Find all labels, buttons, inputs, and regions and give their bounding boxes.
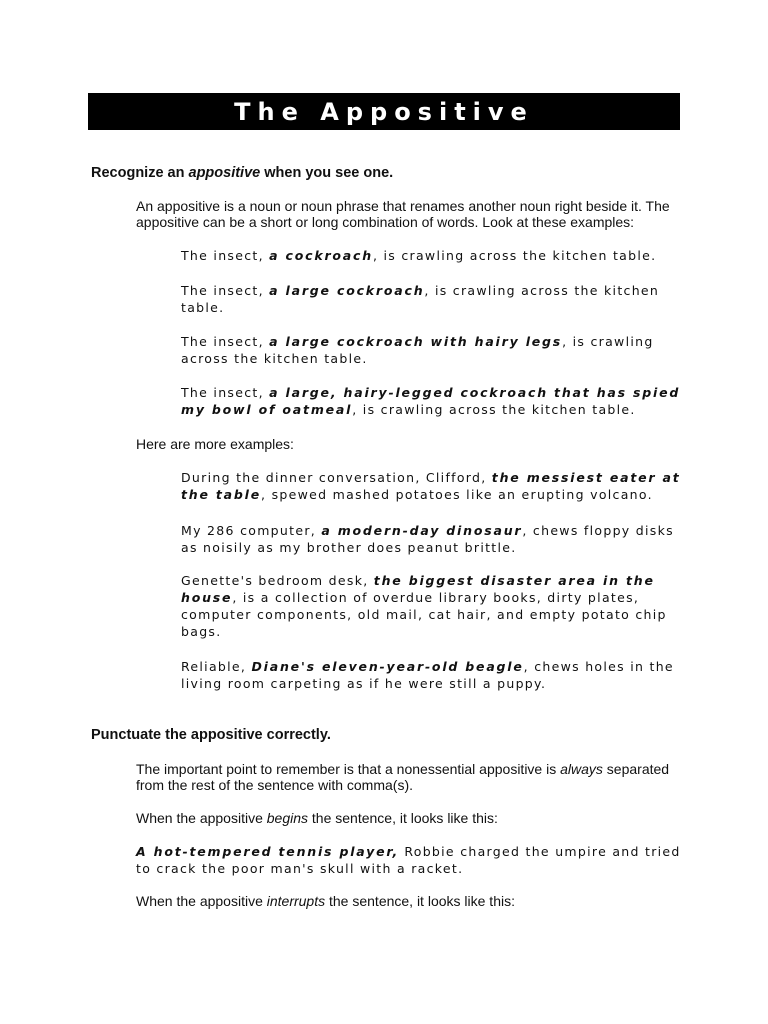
- appositive-phrase: a modern-day dinosaur: [321, 523, 523, 538]
- begins-paragraph: When the appositive begins the sentence, it looks like this:: [136, 810, 498, 826]
- emphasis: always: [560, 761, 603, 777]
- appositive-phrase: a cockroach: [269, 248, 373, 263]
- heading-text: Recognize an: [91, 165, 189, 181]
- section-heading-recognize: [91, 165, 393, 181]
- more-examples-label: Here are more examples:: [136, 436, 294, 452]
- page-title: The Appositive: [88, 93, 680, 130]
- example-sentence: My 286 computer, a modern-day dinosaur, chews floppy disks as noisily as my brother does peanut brittle.: [181, 523, 674, 555]
- example-sentence: A hot-tempered tennis player, Robbie charged the umpire and tried to crack the poor man's skull with a racket.: [136, 844, 681, 876]
- emphasis: interrupts: [266, 893, 326, 909]
- appositive-phrase: a large, hairy-legged cockroach that has spied my bowl of oatmeal: [181, 385, 681, 417]
- appositive-phrase: Diane's eleven-year-old beagle: [251, 659, 524, 674]
- example-sentence: The insect, a cockroach, is crawling across the kitchen table.: [181, 248, 657, 263]
- example-sentence: The insect, a large cockroach with hairy legs, is crawling across the kitchen table.: [181, 334, 654, 366]
- heading-text: when you see one.: [260, 165, 394, 181]
- appositive-phrase: A hot-tempered tennis player,: [136, 844, 400, 859]
- appositive-phrase: the messiest eater at the table: [181, 470, 681, 502]
- example-sentence: Genette's bedroom desk, the biggest disaster area in the house, is a collection of overdue library books, dirty plates, computer components, old mail, cat hair, and empty potato chip bags.: [181, 573, 667, 639]
- emphasis: begins: [266, 810, 309, 826]
- appositive-phrase: the biggest disaster area in the house: [181, 573, 655, 605]
- example-sentence: The insect, a large cockroach, is crawling across the kitchen table.: [181, 283, 660, 315]
- example-sentence: Reliable, Diane's eleven-year-old beagle, chews holes in the living room carpeting as if he were still a puppy.: [181, 659, 674, 691]
- heading-emphasis: appositive: [188, 165, 261, 181]
- intro-paragraph: An appositive is a noun or noun phrase that renames another noun right beside it. The appositive can be a short or long combination of words. Look at these examples:: [136, 198, 670, 230]
- example-sentence: The insect, a large, hairy-legged cockroach that has spied my bowl of oatmeal, is crawling across the kitchen table.: [181, 385, 681, 417]
- appositive-phrase: a large cockroach: [269, 283, 425, 298]
- section-heading-punctuate: Punctuate the appositive correctly.: [91, 727, 331, 743]
- appositive-phrase: a large cockroach with hairy legs: [269, 334, 563, 349]
- example-sentence: During the dinner conversation, Clifford, the messiest eater at the table, spewed mashed potatoes like an erupting volcano.: [181, 470, 681, 502]
- interrupts-paragraph: When the appositive interrupts the sentence, it looks like this:: [136, 893, 515, 909]
- important-point-paragraph: The important point to remember is that a nonessential appositive is always separated from the rest of the sentence with comma(s).: [136, 761, 670, 793]
